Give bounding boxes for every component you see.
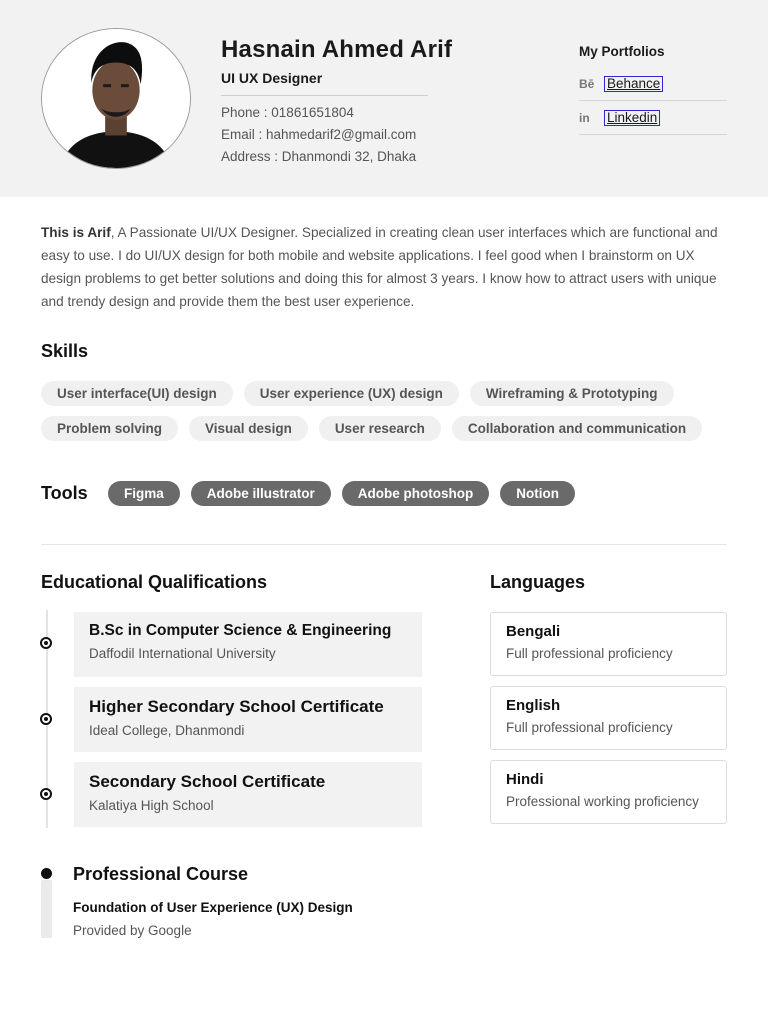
skill-chip: Visual design (189, 416, 308, 441)
skill-chip: Problem solving (41, 416, 178, 441)
tools-list (108, 481, 575, 506)
tools-heading: Tools (41, 483, 88, 503)
degree-title: Higher Secondary School Certificate (89, 697, 384, 716)
timeline-dot (40, 637, 52, 649)
skill-chip: User experience (UX) design (244, 381, 459, 406)
header-divider (221, 95, 428, 96)
profile-header (0, 0, 768, 197)
email-text: Email : hahmedarif2@gmail.com (221, 127, 417, 142)
avatar (41, 28, 191, 169)
portfolio-row-linkedin (579, 101, 727, 135)
tool-chip: Figma (108, 481, 180, 506)
degree-title: B.Sc in Computer Science & Engineering (89, 622, 392, 639)
portfolio-links (579, 44, 727, 135)
course-provider: Provided by Google (73, 923, 192, 938)
phone-text: Phone : 01861651804 (221, 105, 354, 120)
person-name: Hasnain Ahmed Arif (221, 36, 453, 63)
institution-name: Kalatiya High School (89, 798, 214, 813)
language-name: Bengali (506, 623, 561, 640)
course-line (41, 880, 52, 938)
education-card (74, 612, 422, 677)
degree-title: Secondary School Certificate (89, 772, 326, 791)
skill-chip: Collaboration and communication (452, 416, 702, 441)
section-divider (41, 544, 727, 545)
portfolio-title: My Portfolios (579, 44, 665, 59)
job-title: UI UX Designer (221, 70, 323, 86)
tool-chip: Adobe illustrator (191, 481, 331, 506)
person-portrait-icon (42, 29, 190, 168)
course-name: Foundation of User Experience (UX) Design (73, 900, 353, 915)
portfolio-row-behance (579, 67, 727, 101)
linkedin-icon: in (579, 110, 590, 125)
language-card (490, 686, 727, 750)
course-heading: Professional Course (73, 864, 249, 884)
language-name: Hindi (506, 771, 544, 788)
course-dot (41, 868, 52, 879)
behance-icon: Bē (579, 76, 595, 91)
skill-chip: User interface(UI) design (41, 381, 233, 406)
education-card (74, 687, 422, 752)
language-name: English (506, 697, 561, 714)
linkedin-link[interactable]: Linkedin (604, 110, 660, 126)
about-text: , A Passionate UI/UX Designer. Specialized in creating clean user interfaces which are functional and easy to use. I do UI/UX design for both mobile and website applications. I feel good when I brainstorm on UX design problems to get better solutions and doing this for almost 3 years. I know how to attract users with unique and trendy design and provide them the best user experience. (41, 225, 718, 309)
education-card (74, 762, 422, 827)
language-card (490, 612, 727, 676)
about-paragraph (41, 221, 731, 313)
skills-heading: Skills (41, 341, 89, 361)
about-lead: This is Arif (41, 225, 111, 240)
skill-chip: Wireframing & Prototyping (470, 381, 674, 406)
skill-chip: User research (319, 416, 441, 441)
tool-chip: Adobe photoshop (342, 481, 489, 506)
languages-heading: Languages (490, 572, 586, 592)
behance-link[interactable]: Behance (604, 76, 663, 92)
institution-name: Daffodil International University (89, 646, 276, 661)
language-level: Full professional proficiency (506, 720, 673, 735)
timeline-dot (40, 713, 52, 725)
timeline-dot (40, 788, 52, 800)
skills-list (41, 381, 741, 451)
institution-name: Ideal College, Dhanmondi (89, 723, 245, 738)
language-level: Full professional proficiency (506, 646, 673, 661)
address-text: Address : Dhanmondi 32, Dhaka (221, 149, 417, 164)
education-heading: Educational Qualifications (41, 572, 268, 592)
language-card (490, 760, 727, 824)
tool-chip: Notion (500, 481, 575, 506)
language-level: Professional working proficiency (506, 794, 699, 809)
